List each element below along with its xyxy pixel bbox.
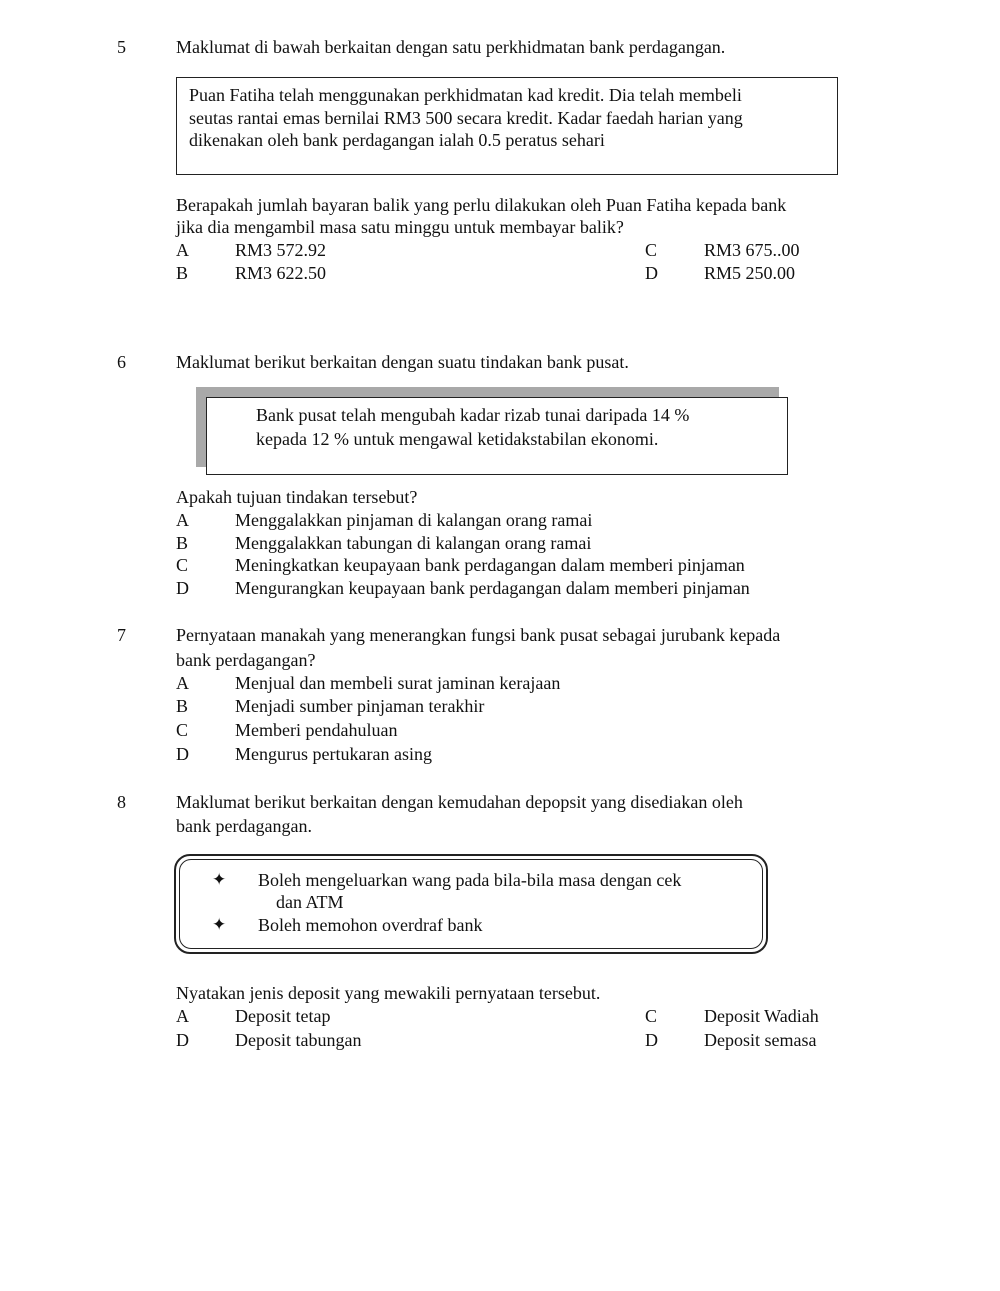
option-letter: C xyxy=(645,240,658,260)
info-line: Puan Fatiha telah menggunakan perkhidmatan kad kredit. Dia telah membeli xyxy=(189,85,742,105)
question-number: 7 xyxy=(117,625,126,645)
info-line: kepada 12 % untuk mengawal ketidakstabilan ekonomi. xyxy=(256,429,659,449)
option-text: Deposit tabungan xyxy=(235,1030,362,1050)
option-text: Deposit Wadiah xyxy=(704,1006,819,1026)
question-number: 5 xyxy=(117,37,126,57)
option-text: Deposit tetap xyxy=(235,1006,331,1026)
info-line: seutas rantai emas bernilai RM3 500 secara kredit. Kadar faedah harian yang xyxy=(189,108,743,128)
option-text: RM3 572.92 xyxy=(235,240,327,260)
info-line: Bank pusat telah mengubah kadar rizab tunai daripada 14 % xyxy=(256,405,690,425)
question-text: Berapakah jumlah bayaran balik yang perlu dilakukan oleh Puan Fatiha kepada bank xyxy=(176,195,787,215)
option-letter: D xyxy=(645,263,658,283)
option-letter: C xyxy=(176,555,189,575)
question-text: jika dia mengambil masa satu minggu untuk membayar balik? xyxy=(176,217,624,237)
question-number: 8 xyxy=(117,792,126,812)
option-letter: B xyxy=(176,263,189,283)
option-letter: A xyxy=(176,240,189,260)
star-bullet-icon: ✦ xyxy=(212,870,227,890)
option-text: Deposit semasa xyxy=(704,1030,817,1050)
option-letter: B xyxy=(176,533,189,553)
option-text: Memberi pendahuluan xyxy=(235,720,398,740)
option-text: Menjual dan membeli surat jaminan kerajaan xyxy=(235,673,561,693)
info-line: dikenakan oleh bank perdagangan ialah 0.5 peratus sehari xyxy=(189,130,605,150)
question-intro: bank perdagangan. xyxy=(176,816,312,836)
option-letter: B xyxy=(176,696,189,716)
option-letter: D xyxy=(176,1030,189,1050)
option-text: Menggalakkan pinjaman di kalangan orang ramai xyxy=(235,510,593,530)
question-intro: Maklumat berikut berkaitan dengan suatu tindakan bank pusat. xyxy=(176,352,629,372)
option-letter: D xyxy=(176,578,189,598)
option-text: RM3 675..00 xyxy=(704,240,800,260)
option-text: Meningkatkan keupayaan bank perdagangan dalam memberi pinjaman xyxy=(235,555,745,575)
info-line: Boleh memohon overdraf bank xyxy=(258,915,483,935)
star-bullet-icon: ✦ xyxy=(212,915,227,935)
question-text: Nyatakan jenis deposit yang mewakili pernyataan tersebut. xyxy=(176,983,601,1003)
option-text: Menggalakkan tabungan di kalangan orang ramai xyxy=(235,533,592,553)
question-text: Pernyataan manakah yang menerangkan fungsi bank pusat sebagai jurubank kepada xyxy=(176,625,781,645)
info-box xyxy=(176,77,838,175)
option-text: Mengurangkan keupayaan bank perdagangan dalam memberi pinjaman xyxy=(235,578,750,598)
question-text: Apakah tujuan tindakan tersebut? xyxy=(176,487,418,507)
option-letter: A xyxy=(176,510,189,530)
info-line: Boleh mengeluarkan wang pada bila-bila masa dengan cek xyxy=(258,870,682,890)
option-letter: C xyxy=(176,720,189,740)
option-text: RM3 622.50 xyxy=(235,263,327,283)
option-letter: D xyxy=(176,744,189,764)
question-number: 6 xyxy=(117,352,126,372)
question-intro: Maklumat di bawah berkaitan dengan satu perkhidmatan bank perdagangan. xyxy=(176,37,726,57)
question-text: bank perdagangan? xyxy=(176,650,316,670)
option-letter: A xyxy=(176,1006,189,1026)
question-intro: Maklumat berikut berkaitan dengan kemudahan depopsit yang disediakan oleh xyxy=(176,792,743,812)
option-letter: C xyxy=(645,1006,658,1026)
info-line: dan ATM xyxy=(276,892,344,912)
option-text: Menjadi sumber pinjaman terakhir xyxy=(235,696,485,716)
option-text: RM5 250.00 xyxy=(704,263,796,283)
option-text: Mengurus pertukaran asing xyxy=(235,744,432,764)
option-letter: A xyxy=(176,673,189,693)
info-box xyxy=(206,397,788,475)
option-letter: D xyxy=(645,1030,658,1050)
